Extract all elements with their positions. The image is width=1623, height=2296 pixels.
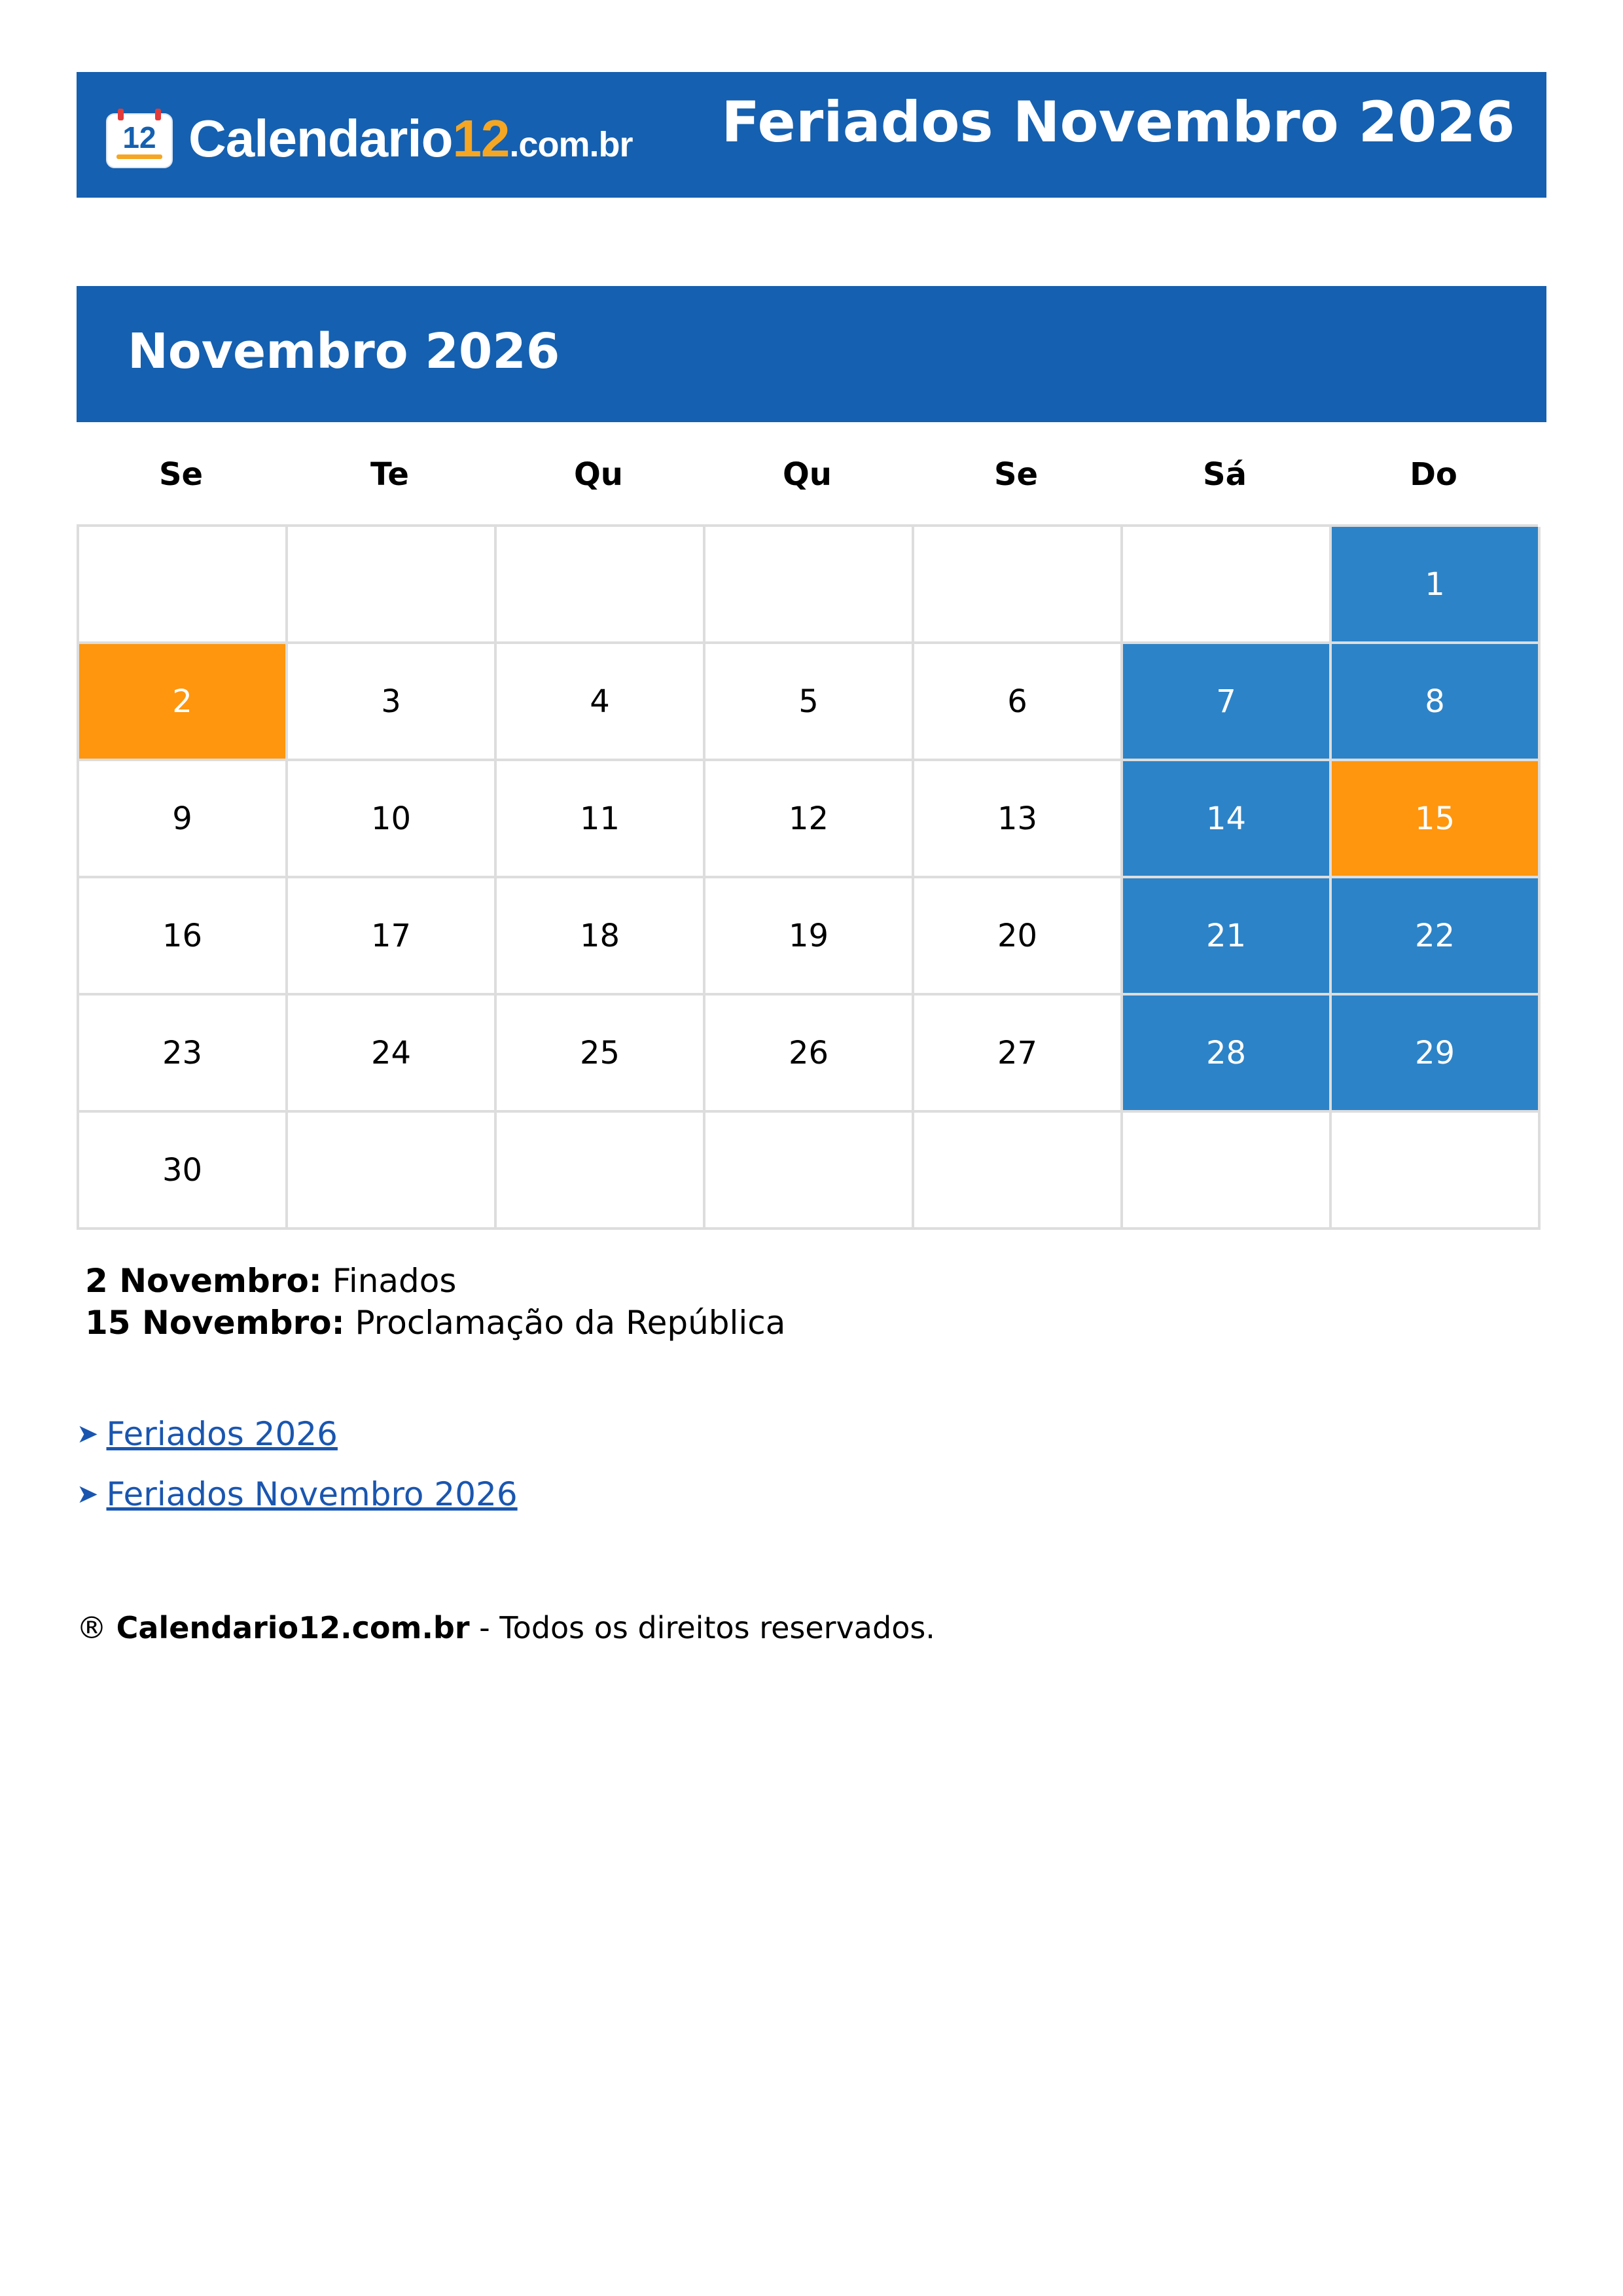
day-cell bbox=[497, 1113, 705, 1230]
day-cell: 8 bbox=[1332, 644, 1541, 761]
link-row bbox=[77, 1464, 518, 1524]
day-cell: 13 bbox=[914, 761, 1123, 878]
day-cell: 18 bbox=[497, 878, 705, 996]
holiday-day-cell: 15 bbox=[1332, 761, 1541, 878]
holiday-list bbox=[85, 1260, 785, 1344]
day-cell bbox=[914, 1113, 1123, 1230]
footer-brand: Calendario12.com.br bbox=[116, 1610, 470, 1645]
day-cell bbox=[288, 527, 497, 644]
day-cell: 29 bbox=[1332, 996, 1541, 1113]
day-cell: 21 bbox=[1123, 878, 1332, 996]
logo-number: 12 bbox=[452, 109, 510, 168]
holiday-item bbox=[85, 1302, 785, 1344]
day-cell: 27 bbox=[914, 996, 1123, 1113]
registered-icon: ® bbox=[77, 1610, 107, 1645]
related-links bbox=[77, 1404, 518, 1524]
day-cell: 3 bbox=[288, 644, 497, 761]
footer-text: - Todos os direitos reservados. bbox=[469, 1610, 935, 1645]
logo-name: Calendario bbox=[188, 109, 453, 168]
arrow-right-icon: ➤ bbox=[77, 1419, 99, 1449]
day-cell bbox=[79, 527, 288, 644]
holiday-date: 2 Novembro: bbox=[85, 1262, 322, 1300]
link-row bbox=[77, 1404, 518, 1464]
weekday-label: Sá bbox=[1203, 456, 1247, 493]
arrow-right-icon: ➤ bbox=[77, 1479, 99, 1509]
day-cell: 5 bbox=[705, 644, 914, 761]
link-feriados-2026[interactable]: Feriados 2026 bbox=[106, 1415, 338, 1453]
day-cell: 7 bbox=[1123, 644, 1332, 761]
day-cell: 30 bbox=[79, 1113, 288, 1230]
day-cell: 11 bbox=[497, 761, 705, 878]
day-cell bbox=[1332, 1113, 1541, 1230]
calendar-grid bbox=[77, 524, 1538, 1230]
day-cell bbox=[497, 527, 705, 644]
month-header bbox=[77, 286, 1546, 422]
weekday-label: Se bbox=[158, 456, 204, 493]
day-cell: 10 bbox=[288, 761, 497, 878]
day-cell: 16 bbox=[79, 878, 288, 996]
link-feriados-novembro-2026[interactable]: Feriados Novembro 2026 bbox=[106, 1475, 518, 1513]
holiday-item bbox=[85, 1260, 785, 1302]
day-cell: 20 bbox=[914, 878, 1123, 996]
day-cell: 1 bbox=[1332, 527, 1541, 644]
weekday-label: Te bbox=[370, 456, 409, 493]
day-cell: 12 bbox=[705, 761, 914, 878]
footer bbox=[77, 1610, 935, 1645]
weekday-label: Qu bbox=[574, 456, 623, 493]
page-title: Feriados Novembro 2026 bbox=[721, 90, 1515, 155]
day-cell: 6 bbox=[914, 644, 1123, 761]
logo-tld: .com.br bbox=[509, 125, 633, 164]
weekday-header-row bbox=[77, 445, 1538, 504]
day-cell: 24 bbox=[288, 996, 497, 1113]
holiday-name: Proclamação da República bbox=[355, 1304, 786, 1342]
month-title: Novembro 2026 bbox=[128, 323, 560, 380]
day-cell: 23 bbox=[79, 996, 288, 1113]
day-cell: 25 bbox=[497, 996, 705, 1113]
site-logo[interactable] bbox=[105, 106, 632, 171]
day-cell: 19 bbox=[705, 878, 914, 996]
day-cell: 4 bbox=[497, 644, 705, 761]
day-cell: 9 bbox=[79, 761, 288, 878]
weekday-label: Se bbox=[993, 456, 1039, 493]
calendar-icon bbox=[105, 109, 174, 169]
logo-icon-number: 12 bbox=[122, 120, 156, 154]
day-cell: 14 bbox=[1123, 761, 1332, 878]
weekday-label: Qu bbox=[783, 456, 832, 493]
day-cell bbox=[914, 527, 1123, 644]
day-cell: 22 bbox=[1332, 878, 1541, 996]
holiday-name: Finados bbox=[332, 1262, 457, 1300]
day-cell: 17 bbox=[288, 878, 497, 996]
logo-text bbox=[188, 109, 633, 168]
holiday-day-cell: 2 bbox=[79, 644, 288, 761]
header-bar bbox=[77, 72, 1546, 198]
day-cell: 26 bbox=[705, 996, 914, 1113]
day-cell bbox=[705, 1113, 914, 1230]
day-cell bbox=[1123, 1113, 1332, 1230]
day-cell: 28 bbox=[1123, 996, 1332, 1113]
day-cell bbox=[1123, 527, 1332, 644]
day-cell bbox=[705, 527, 914, 644]
day-cell bbox=[288, 1113, 497, 1230]
holiday-date: 15 Novembro: bbox=[85, 1304, 345, 1342]
weekday-label: Do bbox=[1410, 456, 1457, 493]
